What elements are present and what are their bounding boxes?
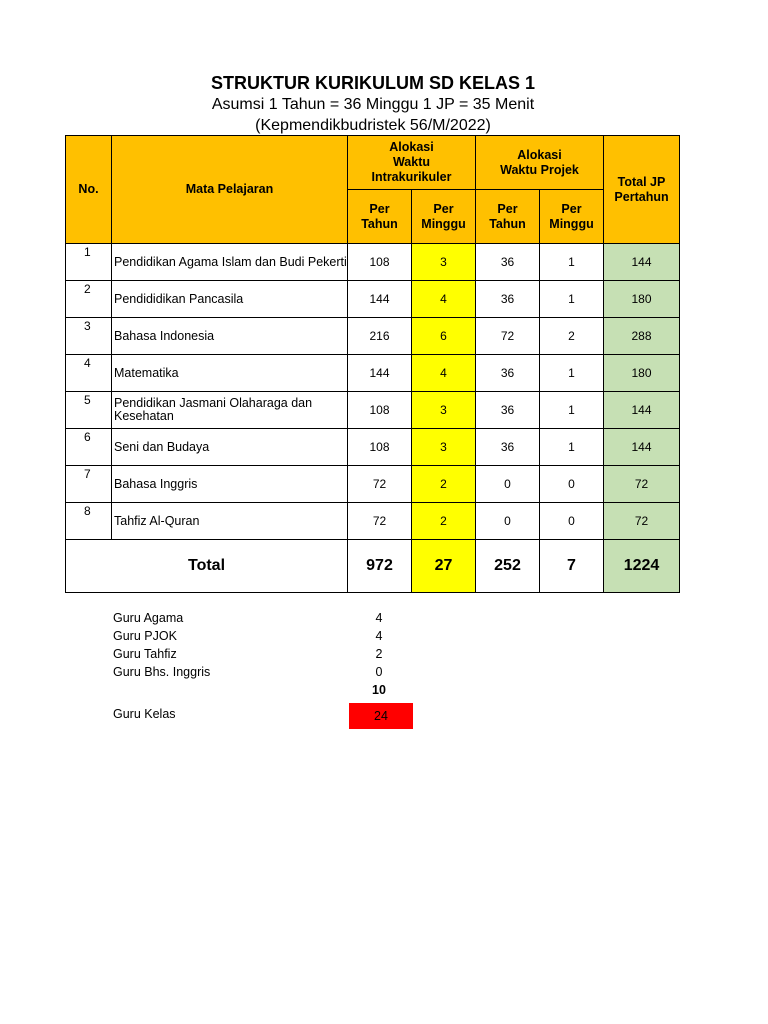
row-projek-tahun: 36 [476,355,540,392]
table-row [66,392,680,429]
row-no: 5 [66,392,112,429]
row-no: 7 [66,466,112,503]
row-no: 2 [66,281,112,318]
summary-value: 2 [375,647,383,661]
row-intra-minggu: 6 [412,318,476,355]
row-total: 180 [604,281,680,318]
list-item [113,609,413,627]
row-total: 180 [604,355,680,392]
header-intra-per-tahun: Per Tahun [348,190,412,244]
row-intra-minggu: 2 [412,466,476,503]
header-no: No. [66,136,112,244]
row-subject: Bahasa Indonesia [112,318,348,355]
page-title: STRUKTUR KURIKULUM SD KELAS 1 [211,73,535,93]
total-intra-tahun: 972 [348,540,412,593]
row-intra-tahun: 144 [348,355,412,392]
table-row [66,466,680,503]
row-intra-minggu: 3 [412,244,476,281]
row-total: 144 [604,244,680,281]
row-projek-tahun: 0 [476,466,540,503]
teacher-summary [113,609,413,723]
header-projek: Alokasi Waktu Projek [476,136,604,190]
row-projek-minggu: 1 [540,355,604,392]
subtitle-assumption: Asumsi 1 Tahun = 36 Minggu 1 JP = 35 Menit [211,96,535,113]
row-intra-minggu: 3 [412,429,476,466]
total-intra-minggu: 27 [412,540,476,593]
row-no: 8 [66,503,112,540]
row-total: 72 [604,466,680,503]
subtitle-reference: (Kepmendikbudristek 56/M/2022) [255,117,491,134]
table-row [66,355,680,392]
row-projek-minggu: 2 [540,318,604,355]
total-row [66,540,680,593]
summary-label: Guru Agama [113,611,184,625]
curriculum-table [65,135,680,593]
row-intra-minggu: 4 [412,281,476,318]
row-total: 144 [604,392,680,429]
summary-value: 4 [375,611,383,625]
header-projek-per-tahun: Per Tahun [476,190,540,244]
summary-value: 0 [375,665,383,679]
summary-label: Guru PJOK [113,629,177,643]
summary-subtotal-row [113,681,413,701]
title-block [66,72,680,136]
summary-value: 4 [375,629,383,643]
row-projek-minggu: 1 [540,281,604,318]
row-subject: Tahfiz Al-Quran [112,503,348,540]
row-total: 288 [604,318,680,355]
row-projek-tahun: 72 [476,318,540,355]
row-intra-tahun: 72 [348,466,412,503]
row-total: 72 [604,503,680,540]
header-intrakurikuler: Alokasi Waktu Intrakurikuler [348,136,476,190]
row-projek-tahun: 0 [476,503,540,540]
row-projek-minggu: 1 [540,244,604,281]
row-subject: Matematika [112,355,348,392]
row-subject: Pendidikan Jasmani Olaharaga dan Kesehatan [112,392,348,429]
row-projek-minggu: 1 [540,392,604,429]
row-subject: Bahasa Inggris [112,466,348,503]
total-projek-tahun: 252 [476,540,540,593]
row-subject: Pendididikan Pancasila [112,281,348,318]
total-label: Total [66,540,348,593]
row-intra-minggu: 4 [412,355,476,392]
row-no: 6 [66,429,112,466]
table-row [66,244,680,281]
summary-subtotal: 10 [372,683,386,697]
header-total-jp: Total JP Pertahun [604,136,680,244]
row-no: 4 [66,355,112,392]
row-intra-tahun: 144 [348,281,412,318]
guru-kelas-value: 24 [349,703,413,729]
table-row [66,429,680,466]
total-projek-minggu: 7 [540,540,604,593]
row-projek-minggu: 0 [540,503,604,540]
summary-label: Guru Bhs. Inggris [113,665,211,679]
table-row [66,281,680,318]
list-item [113,627,413,645]
row-intra-minggu: 2 [412,503,476,540]
row-intra-tahun: 216 [348,318,412,355]
summary-label: Guru Tahfiz [113,647,177,661]
guru-kelas-row [113,705,413,723]
row-projek-tahun: 36 [476,392,540,429]
row-total: 144 [604,429,680,466]
row-projek-minggu: 1 [540,429,604,466]
table-row [66,503,680,540]
row-intra-tahun: 108 [348,244,412,281]
row-no: 3 [66,318,112,355]
table-row [66,318,680,355]
total-jp: 1224 [604,540,680,593]
row-intra-tahun: 108 [348,429,412,466]
row-intra-tahun: 72 [348,503,412,540]
row-no: 1 [66,244,112,281]
row-projek-tahun: 36 [476,244,540,281]
row-intra-tahun: 108 [348,392,412,429]
row-intra-minggu: 3 [412,392,476,429]
header-subject: Mata Pelajaran [112,136,348,244]
row-projek-tahun: 36 [476,281,540,318]
row-subject: Pendidikan Agama Islam dan Budi Pekerti [112,244,348,281]
row-projek-tahun: 36 [476,429,540,466]
list-item [113,663,413,681]
row-projek-minggu: 0 [540,466,604,503]
guru-kelas-label: Guru Kelas [113,707,176,721]
list-item [113,645,413,663]
header-intra-per-minggu: Per Minggu [412,190,476,244]
row-subject: Seni dan Budaya [112,429,348,466]
header-projek-per-minggu: Per Minggu [540,190,604,244]
